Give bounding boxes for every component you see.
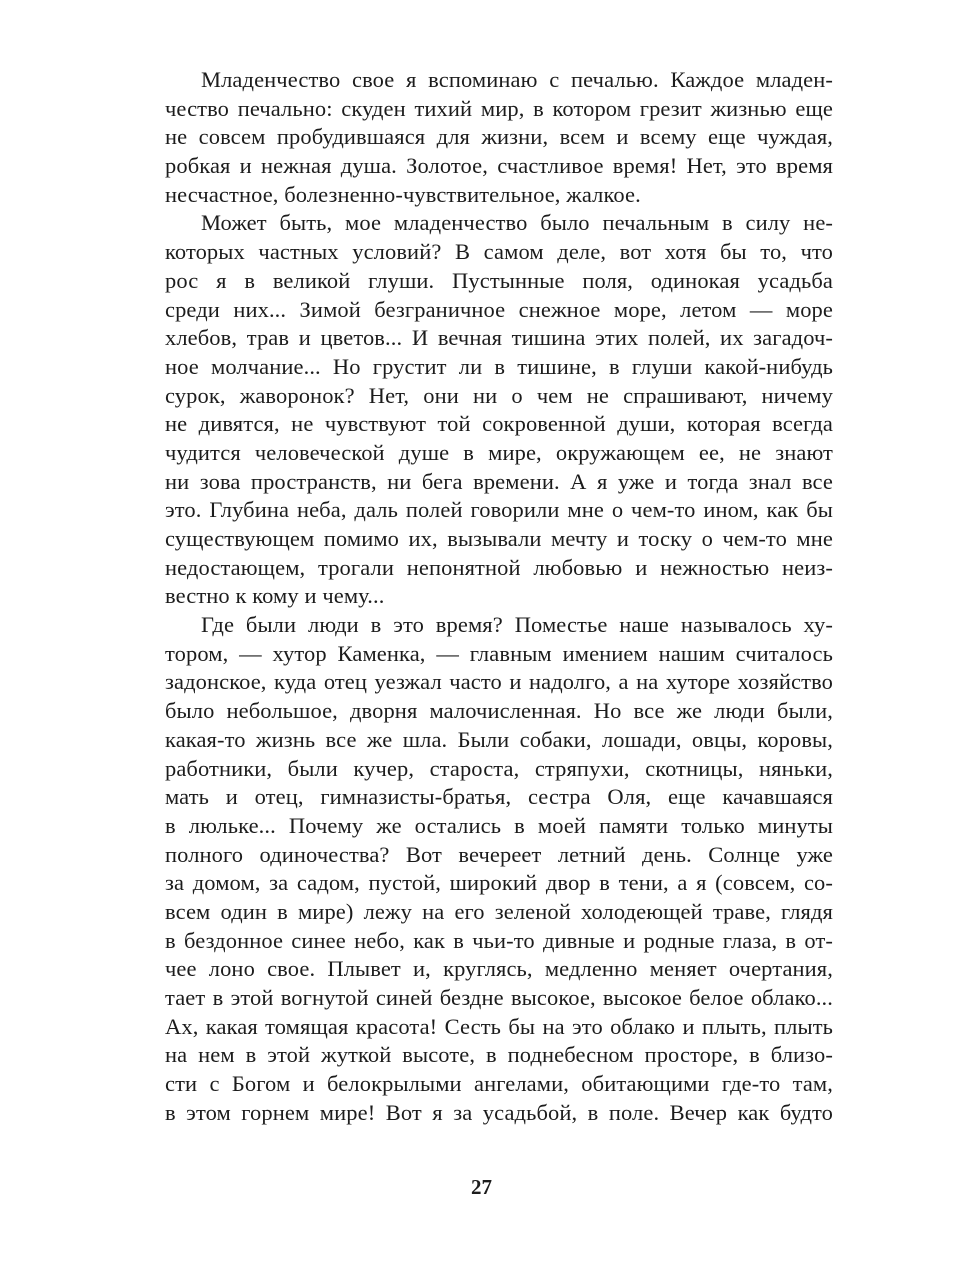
text-line: недостающем, трогали непонятной любовью и нежностью неиз- (165, 554, 833, 580)
text-line: несчастное, болезненно-чувствительное, жалкое. (165, 181, 641, 207)
text-line: тает в этой вогнутой синей бездне высокое, высокое белое облако... (165, 985, 833, 1010)
text-line: задонское, куда отец уезжал часто и надолго, а на хуторе хозяйство (165, 669, 833, 695)
text-line: было небольшое, дворня малочисленная. Но все же люди были, (165, 698, 833, 724)
text-line: в бездонное синее небо, как в чьи-то дивные и родные глаза, в от- (165, 927, 833, 953)
text-line: не дивятся, не чувствуют той сокровенной души, которая всегда (165, 411, 833, 437)
text-line: мать и отец, гимназисты-братья, сестра Оля, еще качавшаяся (165, 784, 833, 810)
text-line: ни зова пространств, ни бега времени. А я уже и тогда знал все (165, 468, 833, 494)
paragraph (165, 66, 833, 209)
text-line: робкая и нежная душа. Золотое, счастливое время! Нет, это время (165, 153, 833, 179)
text-line: всем один в мире) лежу на его зеленой холодеющей траве, глядя (165, 898, 833, 924)
text-line: чудится человеческой душе в мире, окружающем ее, не знают (165, 439, 833, 465)
text-line: на нем в этой жуткой высоте, в поднебесном просторе, в близо- (165, 1042, 833, 1068)
text-line: рос я в великой глуши. Пустынные поля, одинокая усадьба (165, 267, 833, 293)
text-line: в этом горнем мире! Вот я за усадьбой, в поле. Вечер как будто (165, 1099, 833, 1125)
text-line: какая-то жизнь все же шла. Были собаки, лошади, овцы, коровы, (165, 726, 833, 752)
paragraph (165, 611, 833, 1127)
text-line: ное молчание... Но грустит ли в тишине, в глуши какой-нибудь (165, 353, 833, 379)
text-line: среди них... Зимой безграничное снежное море, летом — море (165, 296, 833, 322)
text-line: тором, — хутор Каменка, — главным имением нашим считалось (165, 640, 833, 666)
paragraph (165, 209, 833, 611)
text-line: сти с Богом и белокрылыми ангелами, обитающими где-то там, (165, 1071, 833, 1097)
text-line: в люльке... Почему же остались в моей памяти только минуты (165, 812, 833, 838)
body-text (165, 66, 833, 1127)
text-line: работники, были кучер, староста, стряпухи, скотницы, няньки, (165, 755, 833, 781)
text-line: за домом, за садом, пустой, широкий двор в тени, а я (совсем, со- (165, 870, 833, 896)
text-line: Ах, какая томящая красота! Сесть бы на это облако и плыть, плыть (165, 1013, 833, 1039)
text-line: это. Глубина неба, даль полей говорили мне о чем-то ином, как бы (165, 497, 833, 523)
page-number: 27 (471, 1175, 492, 1199)
text-line: хлебов, трав и цветов... И вечная тишина этих полей, их загадоч- (165, 325, 833, 351)
text-line: полного одиночества? Вот вечереет летний день. Солнце уже (165, 841, 833, 867)
text-line: которых частных условий? В самом деле, вот хотя бы то, что (165, 239, 833, 265)
text-line: сурок, жаворонок? Нет, они ни о чем не спрашивают, ничему (165, 382, 833, 408)
text-line: Где были люди в это время? Поместье наше называлось ху- (201, 612, 833, 638)
text-line: чее лоно свое. Плывет и, круглясь, медленно меняет очертания, (165, 956, 833, 982)
text-line: чество печально: скуден тихий мир, в котором грезит жизнью еще (165, 95, 833, 121)
text-line: существующем помимо их, вызывали мечту и тоску о чем-то мне (165, 526, 833, 551)
text-line: вестно к кому и чему... (165, 583, 385, 609)
text-line: Может быть, мое младенчество было печальным в силу не- (201, 210, 833, 236)
text-line: не совсем пробудившаяся для жизни, всем и всему еще чуждая, (165, 124, 833, 150)
text-line: Младенчество свое я вспоминаю с печалью. Каждое младен- (201, 67, 833, 92)
